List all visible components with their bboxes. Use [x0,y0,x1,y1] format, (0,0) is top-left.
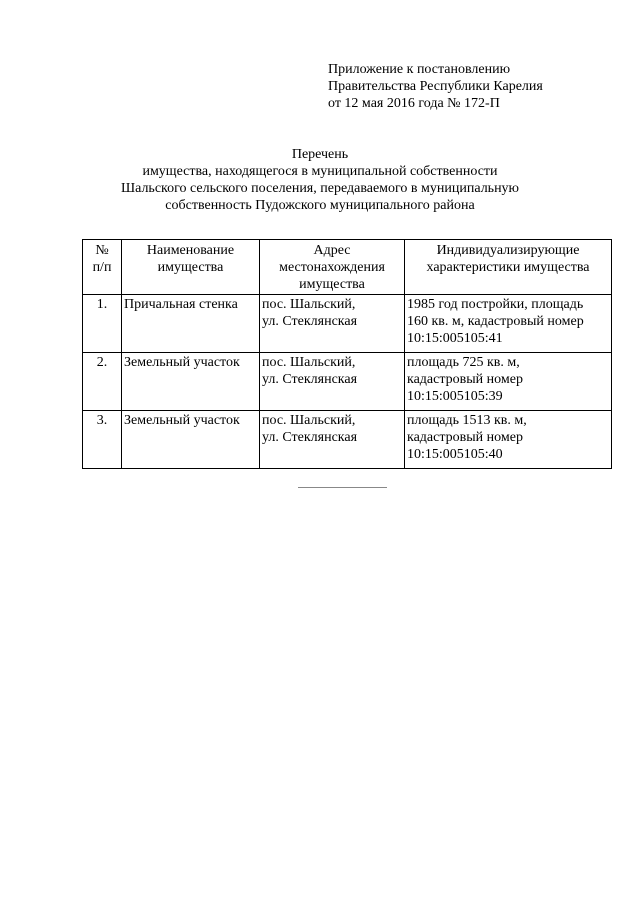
row-name: Земельный участок [122,353,260,411]
title-line: собственность Пудожского муниципального района [165,198,475,213]
title-line: имущества, находящегося в муниципальной собственности [142,164,498,179]
end-divider [298,487,387,488]
appendix-line: от 12 мая 2016 года № 172-П [328,96,500,111]
row-details: площадь 1513 кв. м, кадастровый номер 10:15:005105:40 [405,411,612,469]
title-line: Шальского сельского поселения, передаваемого в муниципальную [120,181,520,196]
row-details: 1985 год постройки, площадь 160 кв. м, кадастровый номер 10:15:005105:41 [405,295,612,353]
row-address: пос. Шальский, ул. Стеклянская [260,295,405,353]
property-table [82,239,612,469]
row-address: пос. Шальский, ул. Стеклянская [260,411,405,469]
row-name: Причальная стенка [122,295,260,353]
header-number: № п/п [83,240,122,295]
table-row [83,353,612,411]
header-address: Адрес местонахождения имущества [260,240,405,295]
table-row [83,411,612,469]
row-number: 1. [83,295,122,353]
appendix-line: Приложение к постановлению [328,62,511,77]
table-row [83,295,612,353]
header-name: Наименование имущества [122,240,260,295]
row-name: Земельный участок [122,411,260,469]
row-number: 3. [83,411,122,469]
document-title [0,146,640,214]
title-line: Перечень [291,147,349,162]
header-details: Индивидуализирующие характеристики имущества [405,240,612,295]
table-header-row [83,240,612,295]
row-details: площадь 725 кв. м, кадастровый номер 10:15:005105:39 [405,353,612,411]
row-address: пос. Шальский, ул. Стеклянская [260,353,405,411]
appendix-line: Правительства Республики Карелия [328,79,543,94]
row-number: 2. [83,353,122,411]
appendix-reference [328,61,543,112]
